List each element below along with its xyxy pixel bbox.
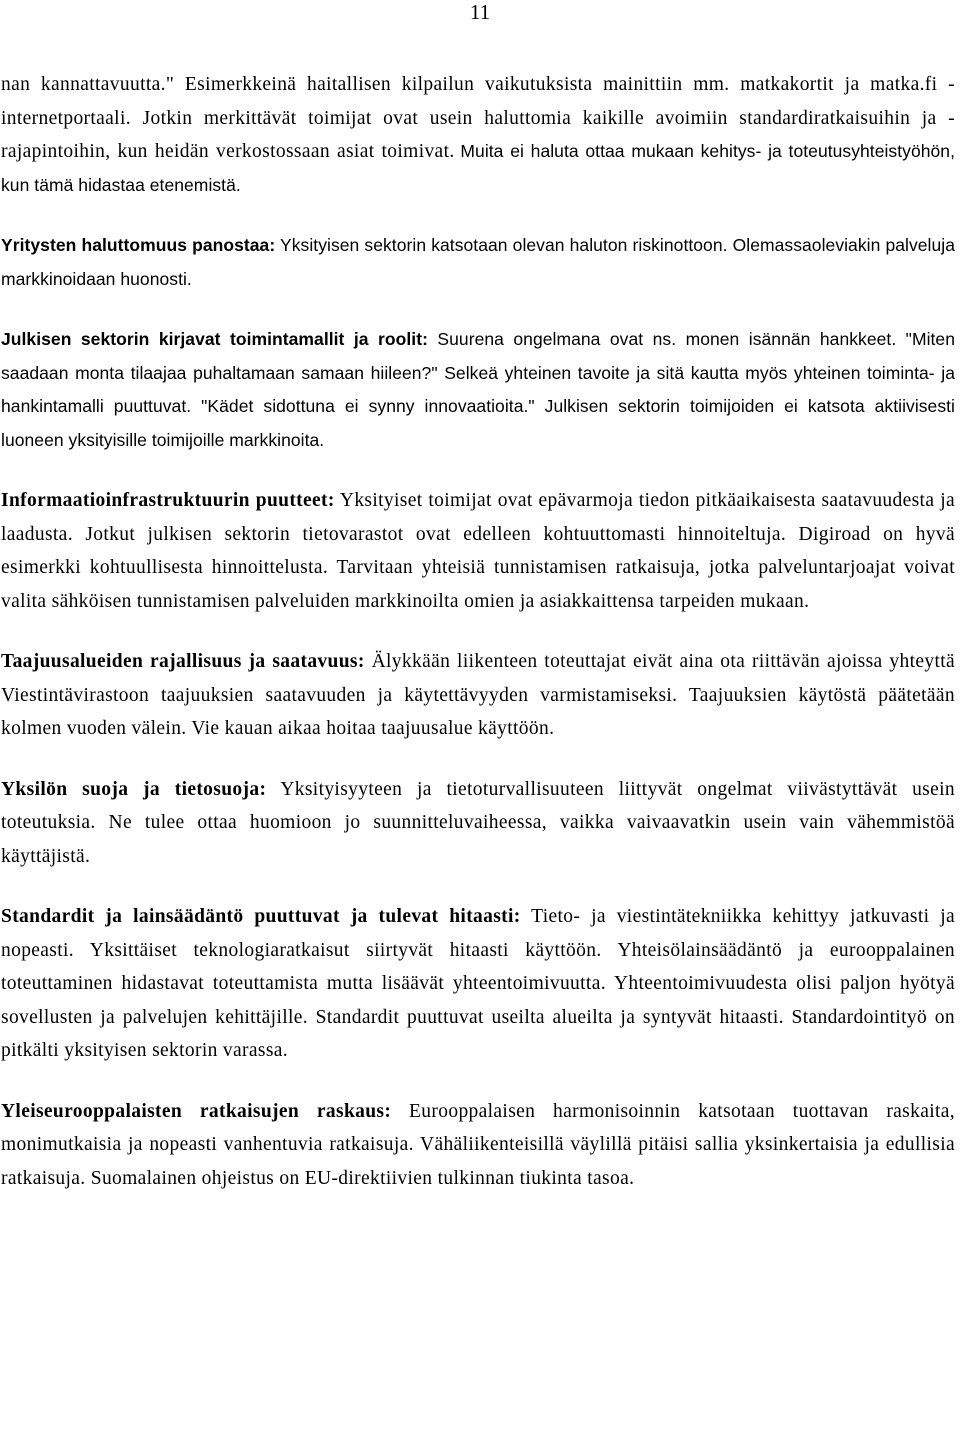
paragraph-lead: Julkisen sektorin kirjavat toimintamallit ja roolit: [1,329,428,349]
intro-serif-text: nan kannattavuutta." Esimerkkeinä haitallisen kilpailun vaikutuksista mainittiin mm. matkakortit ja matka.fi -internetportaali. Jotkin merkittävät toimijat ovat usein haluttomia kaikille avoimiin standardiratkaisuihin ja -rajapintoihin, kun heidän verkostossaan asiat toimivat. [1,74,955,162]
paragraph-lead: Yksilön suoja ja tietosuoja: [1,778,267,800]
document-body [1,68,955,1222]
intro-sans-text: Muita ei haluta ottaa mukaan kehitys- ja toteutusyhteistyöhön, kun tämä hidastaa etenemistä. [1,141,955,195]
paragraph-text: Älykkään liikenteen toteuttajat eivät aina ota riittävän ajoissa yhteyttä Viestintävirastoon taajuuksien saatavuuden ja käytettävyyden varmistamiseksi. Taajuuksien käytöstä päätetään kolmen vuoden välein. Vie kauan aikaa hoitaa taajuusalue käyttöön. [1,651,955,739]
paragraph-text: Suurena ongelmana ovat ns. monen isännän hankkeet. "Miten saadaan monta tilaajaa puhaltamaan samaan hiileen?" Selkeä yhteinen tavoite ja sitä kautta myös yhteinen toiminta- ja hankintamalli puuttuvat. "Kädet sidottuna ei synny innovaatioita." Julkisen sektorin toimijoiden ei katsota aktiivisesti luoneen yksityisille toimijoille markkinoita. [1,329,955,450]
paragraph-lead: Yleiseurooppalaisten ratkaisujen raskaus: [1,1100,392,1122]
paragraph-lead: Standardit ja lainsäädäntö puuttuvat ja tulevat hitaasti: [1,906,521,927]
paragraph-lead: Taajuusalueiden rajallisuus ja saatavuus: [1,651,365,672]
paragraph-text: Eurooppalaisen harmonisoinnin katsotaan tuottavan raskaita, monimutkaisia ja nopeasti vanhentuvia ratkaisuja. Vähäliikenteisillä väylillä pitäisi sallia yksinkertaisia ja edullisia ratkaisuja. Suomalainen ohjeistus on EU-direktiivien tulkinnan tiukinta tasoa. [1,1100,955,1189]
paragraph-informaatioinfrastruktuuri [1,484,955,618]
paragraph-yritysten-haluttomuus [1,229,955,296]
paragraph-lead: Yritysten haluttomuus panostaa: [1,235,276,255]
paragraph-text: Yksityisyyteen ja tietoturvallisuuteen liittyvät ongelmat viivästyttävät usein toteutuksia. Ne tulee ottaa huomioon jo suunnitteluvaiheessa, vaikka vaivaavatkin usein vain vähemmistöä käyttäjistä. [1,778,955,867]
paragraph-julkisen-sektorin [1,323,955,457]
paragraph-taajuusalueet [1,645,955,746]
paragraph-text: Yksityisen sektorin katsotaan olevan haluton riskinottoon. Olemassaoleviakin palveluja markkinoidaan huonosti. [1,235,955,289]
paragraph-yleiseurooppalaiset [1,1095,955,1196]
page-number: 11 [469,0,491,24]
paragraph-text: Tieto- ja viestintätekniikka kehittyy jatkuvasti ja nopeasti. Yksittäiset teknologiaratkaisut siirtyvät hitaasti käyttöön. Yhteisölainsäädäntö ja eurooppalainen toteuttaminen hidastavat toteuttamista mutta lisäävät yhteentoimivuutta. Yhteentoimivuudesta olisi paljon hyötyä sovellusten ja palvelujen kehittäjille. Standardit puuttuvat useilta alueilta ja syntyvät hitaasti. Standardointityö on pitkälti yksityisen sektorin varassa. [1,906,955,1061]
paragraph-text: Yksityiset toimijat ovat epävarmoja tiedon pitkäaikaisesta saatavuudesta ja laadusta. Jotkut julkisen sektorin tietovarastot ovat edelleen kohtuuttomasti hinnoiteltuja. Digiroad on hyvä esimerkki kohtuullisesta hinnoittelusta. Tarvitaan yhteisiä tunnistamisen ratkaisuja, jotka palveluntarjoajat voivat valita sähköisen tunnistamisen palveluiden markkinoilta omien ja asiakkaittensa tarpeiden mukaan. [1,490,955,612]
paragraph-lead: Informaatioinfrastruktuurin puutteet: [1,490,335,511]
paragraph-standardit [1,900,955,1068]
intro-paragraph [1,68,955,202]
paragraph-yksilon-suoja [1,773,955,874]
